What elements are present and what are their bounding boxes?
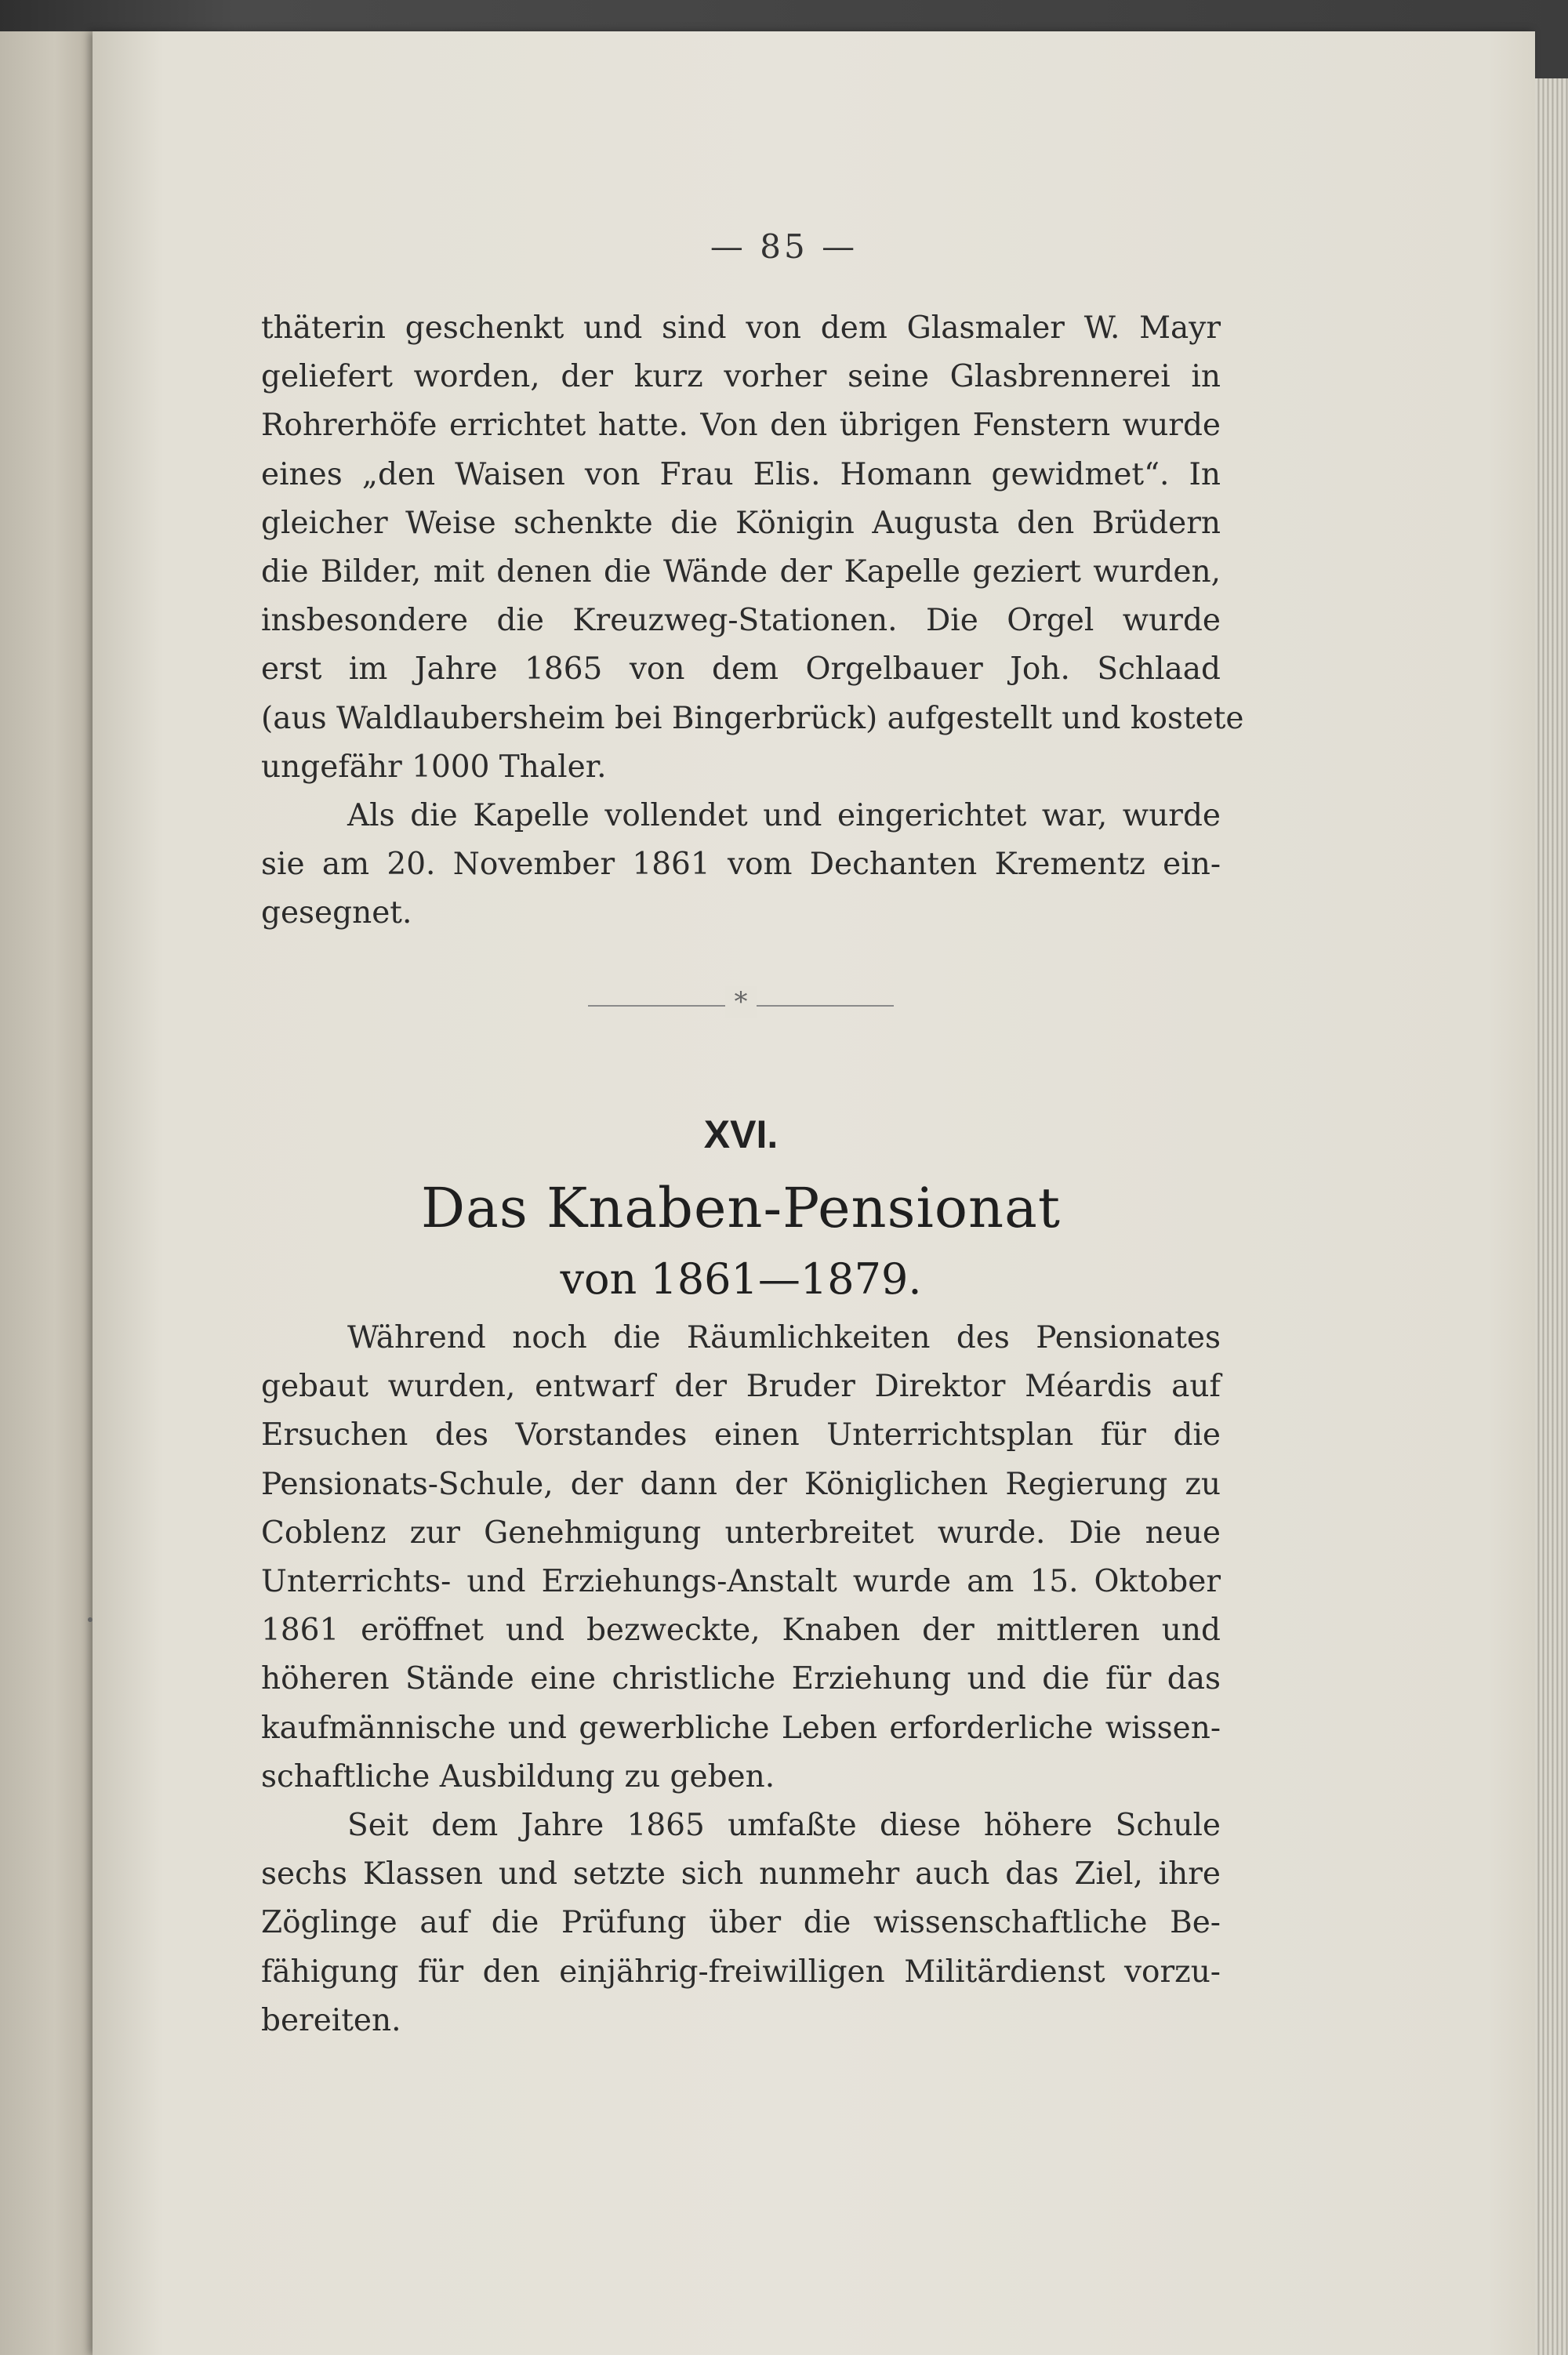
text-line: sie am 20. November 1861 vom Dechanten Krementz ein- — [261, 847, 1221, 883]
text-line: geliefert worden, der kurz vorher seine Glasbrennerei in — [261, 359, 1221, 395]
text-line: gebaut wurden, entwarf der Bruder Direktor Méardis auf — [261, 1369, 1221, 1405]
text-line: fähigung für den einjährig-freiwilligen Militärdienst vorzu- — [261, 1954, 1221, 1990]
text-line: Rohrerhöfe errichtet hatte. Von den übrigen Fenstern wurde — [261, 408, 1221, 444]
chapter-paragraph-2 — [261, 1802, 1221, 2045]
text-line: Als die Kapelle vollendet und eingerichtet war, wurde — [347, 798, 1221, 833]
text-line: die Bilder, mit denen die Wände der Kapelle geziert wurden, — [261, 554, 1221, 590]
text-line: (aus Waldlaubersheim bei Bingerbrück) aufgestellt und kostete — [261, 700, 1244, 736]
text-line: 1861 eröffnet und bezweckte, Knaben der mittleren und — [261, 1613, 1221, 1649]
text-line: sechs Klassen und setzte sich nunmehr auch das Ziel, ihre — [261, 1856, 1221, 1892]
text-line: kaufmännische und gewerbliche Leben erforderliche wissen- — [261, 1710, 1221, 1746]
text-line: Pensionats-Schule, der dann der Königlichen Regierung zu — [261, 1466, 1221, 1502]
text-line: Während noch die Räumlichkeiten des Pensionates — [347, 1320, 1221, 1355]
text-line: insbesondere die Kreuzweg-Stationen. Die Orgel wurde — [261, 603, 1221, 639]
text-line: ungefähr 1000 Thaler. — [261, 749, 607, 785]
text-line: gleicher Weise schenkte die Königin Augusta den Brüdern — [261, 505, 1221, 541]
text-line: thäterin geschenkt und sind von dem Glasmaler W. Mayr — [261, 310, 1221, 346]
text-line: schaftliche Ausbildung zu geben. — [261, 1758, 775, 1794]
chapter-number: XVI. — [703, 1112, 779, 1156]
text-line: bereiten. — [261, 2002, 401, 2038]
text-line: Ersuchen des Vorstandes einen Unterrichtsplan für die — [261, 1417, 1221, 1453]
stray-ink-mark — [88, 1617, 93, 1622]
text-line: eines „den Waisen von Frau Elis. Homann gewidmet“. In — [261, 456, 1221, 492]
second-paragraph — [261, 792, 1221, 938]
text-line: Zöglinge auf die Prüfung über die wissenschaftliche Be- — [261, 1905, 1221, 1941]
page-number: — 85 — — [710, 227, 858, 266]
chapter-paragraph-1 — [261, 1314, 1221, 1802]
top-paragraph — [261, 304, 1244, 792]
chapter-subtitle: von 1861—1879. — [560, 1254, 922, 1304]
text-line: höheren Stände eine christliche Erziehung und die für das — [261, 1661, 1221, 1697]
chapter-title: Das Knaben-Pensionat — [421, 1176, 1061, 1240]
text-line: Coblenz zur Genehmigung unterbreitet wurde. Die neue — [261, 1515, 1221, 1551]
text-line: erst im Jahre 1865 von dem Orgelbauer Joh. Schlaad — [261, 651, 1221, 688]
text-line: Seit dem Jahre 1865 umfaßte diese höhere Schule — [347, 1808, 1221, 1843]
page-stack-edge — [1535, 78, 1568, 2355]
text-line: gesegnet. — [261, 895, 412, 931]
section-divider-star: * — [725, 986, 757, 1018]
text-line: Unterrichts- und Erziehungs-Anstalt wurde am 15. Oktober — [261, 1564, 1221, 1600]
